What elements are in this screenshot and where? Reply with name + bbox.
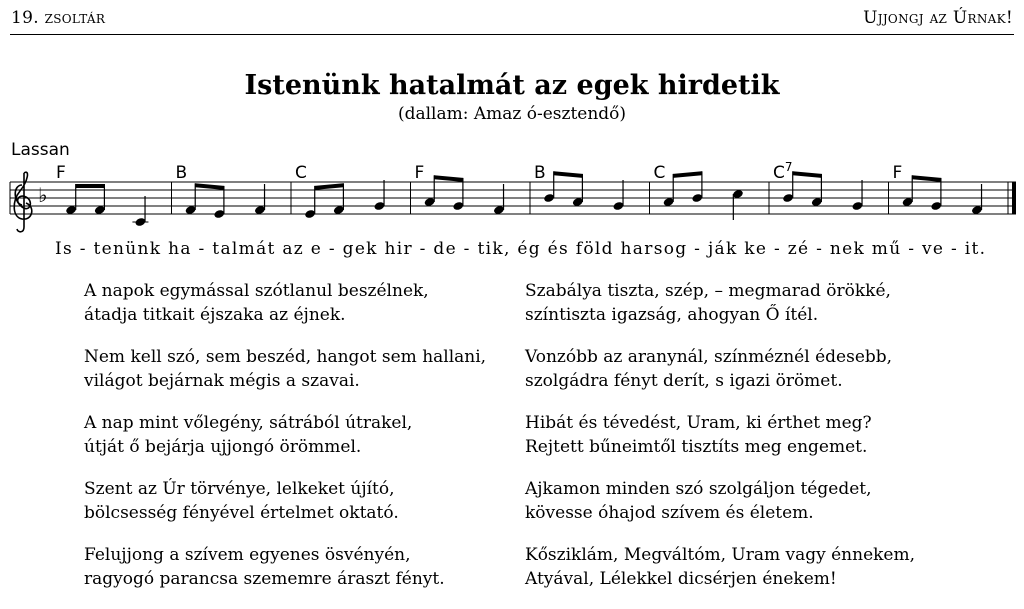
verse-stanza [525,345,965,393]
verse-stanza [525,411,965,459]
lyric-syllable: tenünk [93,239,161,259]
lyric-syllable: - [198,239,205,259]
verse-line: átadja titkait éjszaka az éjnek. [84,305,346,325]
song-title: Istenünk hatalmát az egek hirdetik [244,70,780,101]
verse-line: A napok egymással szótlanul beszélnek, [84,281,429,301]
verse-line: Szabálya tiszta, szép, – megmarad örökké, [525,281,891,301]
lyric-syllable: e [310,239,321,259]
lyric-syllable: - [908,239,914,259]
lyric-syllable: hir [384,239,412,259]
chord-symbol: C [653,163,666,183]
verse-stanza [84,411,524,459]
verse-stanza [84,477,524,525]
song-subtitle: (dallam: Amaz ó-esztendő) [397,104,627,124]
verses-right-column [525,279,965,609]
lyric-syllable: és [547,239,568,259]
verse-line: világot bejárnak mégis a szavai. [84,371,360,391]
note-beam [793,171,822,178]
staff-lines [10,182,1016,214]
lyric-syllable: ve [921,239,943,259]
tempo-marking: Lassan [11,140,70,160]
lyric-syllable: az [282,239,303,259]
lyric-syllable: - [328,239,335,259]
verse-line: szolgádra fényt derít, s igazi örömet. [525,371,843,391]
note-beam [673,171,702,178]
lyric-syllable: - [463,239,470,259]
verses-left-column [84,279,524,609]
lyric-syllable: - [694,239,700,259]
verse-line: ragyogó parancsa szememre áraszt fényt. [84,569,445,589]
notes [65,171,983,227]
verse-stanza [525,279,965,327]
verse-line: Nem kell szó, sem beszéd, hangot sem hallani, [84,347,487,367]
lyric-syllable: it. [964,239,985,259]
note-beam [554,171,583,178]
chord-symbol: B [175,163,188,183]
note-beam [912,175,941,182]
lyric-syllable: - [816,239,822,259]
verse-line: Kősziklám, Megváltóm, Uram vagy énnekem, [525,545,916,565]
lyric-syllable: ják [707,239,737,259]
lyrics-text [55,239,985,259]
chord-symbol: F [414,163,425,183]
verse-stanza [525,543,965,591]
lyric-syllable: - [79,239,86,259]
verse-line: Ajkamon minden szó szolgáljon tégedet, [525,479,872,499]
verse-stanza [84,543,524,591]
treble-clef-icon [14,172,32,232]
verse-line: útját ő bejárja ujjongó örömmel. [84,437,362,457]
chord-symbols [56,160,902,183]
flat-key-signature-icon [38,183,47,207]
final-barline [1012,182,1016,214]
lyric-syllable: zé [787,239,809,259]
verse-line: Atyával, Lélekkel dicsérjen énekem! [525,569,837,589]
lyric-syllable: tik, [477,239,510,259]
lyric-syllable: - [950,239,957,259]
lyric-syllable: - [773,239,780,259]
lyric-syllable: de [433,239,456,259]
lyric-syllable: ke [744,239,766,259]
verse-stanza [525,477,965,525]
note-beam [195,183,224,190]
lyric-syllable: Is [55,239,72,259]
chord-symbol: F [892,163,903,183]
chord-symbol: $C^7$ [773,160,793,183]
lyric-syllable: gek [342,239,377,259]
verse-line: bölcsesség fényével értelmet oktató. [84,503,399,523]
verse-line: Szent az Úr törvénye, lelkeket újító, [84,479,395,499]
lyric-syllable: - [419,239,426,259]
svg-text:♭: ♭ [38,183,48,207]
verse-stanza [84,345,524,393]
chord-symbol: B [534,163,546,183]
verse-line: Felujjong a szívem egyenes ösvényén, [84,545,411,565]
verse-line: Rejtett bűneimtől tisztíts meg engemet. [525,437,868,457]
page-header-right: Ujjongj az Úrnak! [863,8,1013,28]
lyric-syllable: nek [829,239,864,259]
music-score [0,155,1024,265]
verse-line: Hibát és tévedést, Uram, ki érthet meg? [525,413,872,433]
verse-line: kövesse óhajod szívem és életem. [525,503,814,523]
verse-stanza [84,279,524,327]
note-beam [434,175,463,182]
lyric-syllable: harsog [620,239,687,259]
lyric-syllable: talmát [212,239,275,259]
note-beam [76,184,105,188]
verse-line: Vonzóbb az aranynál, színméznél édesebb, [525,347,893,367]
lyric-syllable: ég [517,239,540,259]
note-beam [315,183,344,190]
lyric-syllable: ha [168,239,191,259]
lyric-syllable: mű [871,239,901,259]
verse-line: A nap mint vőlegény, sátrából útrakel, [84,413,413,433]
chord-symbol: F [56,163,66,183]
chord-symbol: C [295,163,307,183]
lyrics-line [55,239,985,259]
header-rule [10,34,1014,35]
verse-line: színtiszta igazság, ahogyan Ő ítél. [525,305,819,325]
page-header-left: 19. zsoltár [11,8,106,28]
lyric-syllable: föld [575,239,613,259]
